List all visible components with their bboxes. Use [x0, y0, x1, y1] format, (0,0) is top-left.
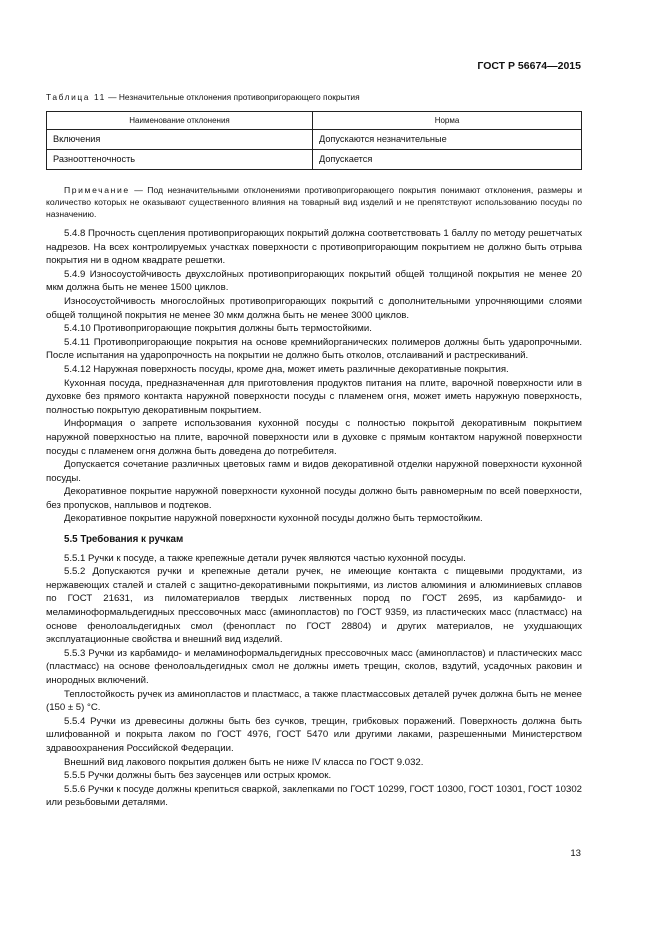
paragraph: Декоративное покрытие наружной поверхности кухонной посуды должно быть термостойким. [64, 513, 483, 525]
paragraph: Допускается сочетание различных цветовых гамм и видов декоративной отделки наружной поверхности кухонной посуды. [46, 459, 582, 484]
table-cell-deviation: Включения [47, 130, 313, 150]
paragraph: 5.4.11 Противопригорающие покрытия на основе кремнийорганических полимеров должны быть ударопрочными. После испытания на ударопрочность на покрытии не должно быть отколов, отслаиваний и растрескиваний. [46, 336, 582, 362]
paragraph: 5.5.6 Ручки к посуде должны крепиться сваркой, заклепками по ГОСТ 10299, ГОСТ 10300, ГОСТ 10301, ГОСТ 10302 или резьбовыми деталями. [46, 783, 582, 809]
table-note [46, 185, 582, 220]
table-cell-norm: Допускаются незначительные [313, 130, 582, 150]
paragraph: 5.4.9 Износоустойчивость двухслойных противопригорающих покрытий общей толщиной покрытия не менее 20 мкм должна быть не менее 1500 циклов. [46, 268, 582, 294]
paragraph: 5.4.10 Противопригорающие покрытия должны быть термостойкими. [64, 323, 372, 335]
document-code: ГОСТ Р 56674—2015 [477, 60, 581, 72]
paragraph: 5.4.8 Прочность сцепления противопригорающих покрытий должна соответствовать 1 баллу по методу решетчатых надрезов. На всех контролируемых участках поверхности с противопригорающим покрытием не должно быть отрыва покрытия ни в одном квадрате решетки. [46, 228, 582, 267]
table-caption-label: Таблица 11 [46, 92, 106, 102]
body-text [46, 227, 582, 810]
table-caption [46, 92, 360, 103]
table-header-row [47, 112, 582, 130]
table-cell-norm: Допускается [313, 150, 582, 170]
paragraph: 5.5.2 Допускаются ручки и крепежные детали ручек, не имеющие контакта с пищевыми продуктами, из нержавеющих сталей и сталей с защитно-декоративными покрытиями, из листов алюминия и алюминиевых сплавов по ГОСТ 21631, из пиломатериалов твердых лиственных пород по ГОСТ 2695, из карбамидо- и меламиноформальдегидных прессовочных масс (аминопластов) по ГОСТ 9359, из пластических масс (пластмасс) на основе фенолоальдегидных смол (фенопласт по ГОСТ 28804) и других материалов, не ухудшающих эксплуатационные свойства и внешний вид изделий. [46, 566, 582, 646]
paragraph: 5.5.5 Ручки должны быть без заусенцев или острых кромок. [64, 770, 332, 782]
column-header-deviation: Наименование отклонения [47, 112, 313, 130]
paragraph: 5.5.4 Ручки из древесины должны быть без сучков, трещин, грибковых поражений. Поверхность должна быть шлифованной и покрыта лаком по ГОСТ 4976, ГОСТ 5470 или другими лаками, разрешенными Министерством здравоохранения Российской Федерации. [46, 715, 582, 754]
paragraph: Износоустойчивость многослойных противопригорающих покрытий с дополнительными упрочняющими слоями общей толщиной покрытия не менее 30 мкм должна быть не менее 3000 циклов. [46, 295, 582, 321]
page-number: 13 [570, 848, 581, 859]
table-row [47, 150, 582, 170]
table-caption-text: — Незначительные отклонения противопригорающего покрытия [105, 92, 360, 102]
paragraph: 5.5.1 Ручки к посуде, а также крепежные детали ручек являются частью кухонной посуды. [64, 552, 466, 564]
column-header-norm: Норма [313, 112, 582, 130]
table-row [47, 130, 582, 150]
paragraph: Внешний вид лакового покрытия должен быть не ниже IV класса по ГОСТ 9.032. [64, 756, 424, 768]
table-cell-deviation: Разнооттеночность [47, 150, 313, 170]
paragraph: Информация о запрете использования кухонной посуды с полностью покрытой декоративным покрытием наружной поверхностью на плите, варочной поверхности или в духовке с прямым контактом наружной поверхности посуды с пламенем огня должна быть доведена до потребителя. [46, 418, 582, 457]
paragraph: Декоративное покрытие наружной поверхности кухонной посуды должно быть равномерным по всей поверхности, без пропусков, наплывов и подтеков. [46, 486, 582, 511]
paragraph: Кухонная посуда, предназначенная для приготовления продуктов питания на плите, варочной поверхности или в духовке без прямого контакта наружной поверхности посуды с пламенем огня, может иметь наружную поверхность, полностью покрытую декоративным покрытием. [46, 377, 582, 416]
paragraph: 5.5.3 Ручки из карбамидо- и меламиноформальдегидных прессовочных масс (аминопластов) и пластических масс (пластмасс) на основе фенолоальдегидных смол не должны иметь трещин, сколов, вздутий, усадочных раковин и инородных включений. [46, 647, 582, 686]
paragraph: Теплостойкость ручек из аминопластов и пластмасс, а также пластмассовых деталей ручек должна быть не менее (150 ± 5) °С. [46, 688, 582, 714]
note-label: Примечание [64, 185, 130, 195]
note-text: — Под незначительными отклонениями противопригорающего покрытия понимают отклонения, размеры и количество которых не оказывают существенного влияния на товарный вид изделий и не препятствуют использованию посуды по назначению. [46, 185, 582, 219]
paragraph: 5.4.12 Наружная поверхность посуды, кроме дна, может иметь различные декоративные покрытия. [64, 363, 509, 375]
deviations-table [46, 111, 582, 170]
section-heading: 5.5 Требования к ручкам [64, 534, 184, 546]
